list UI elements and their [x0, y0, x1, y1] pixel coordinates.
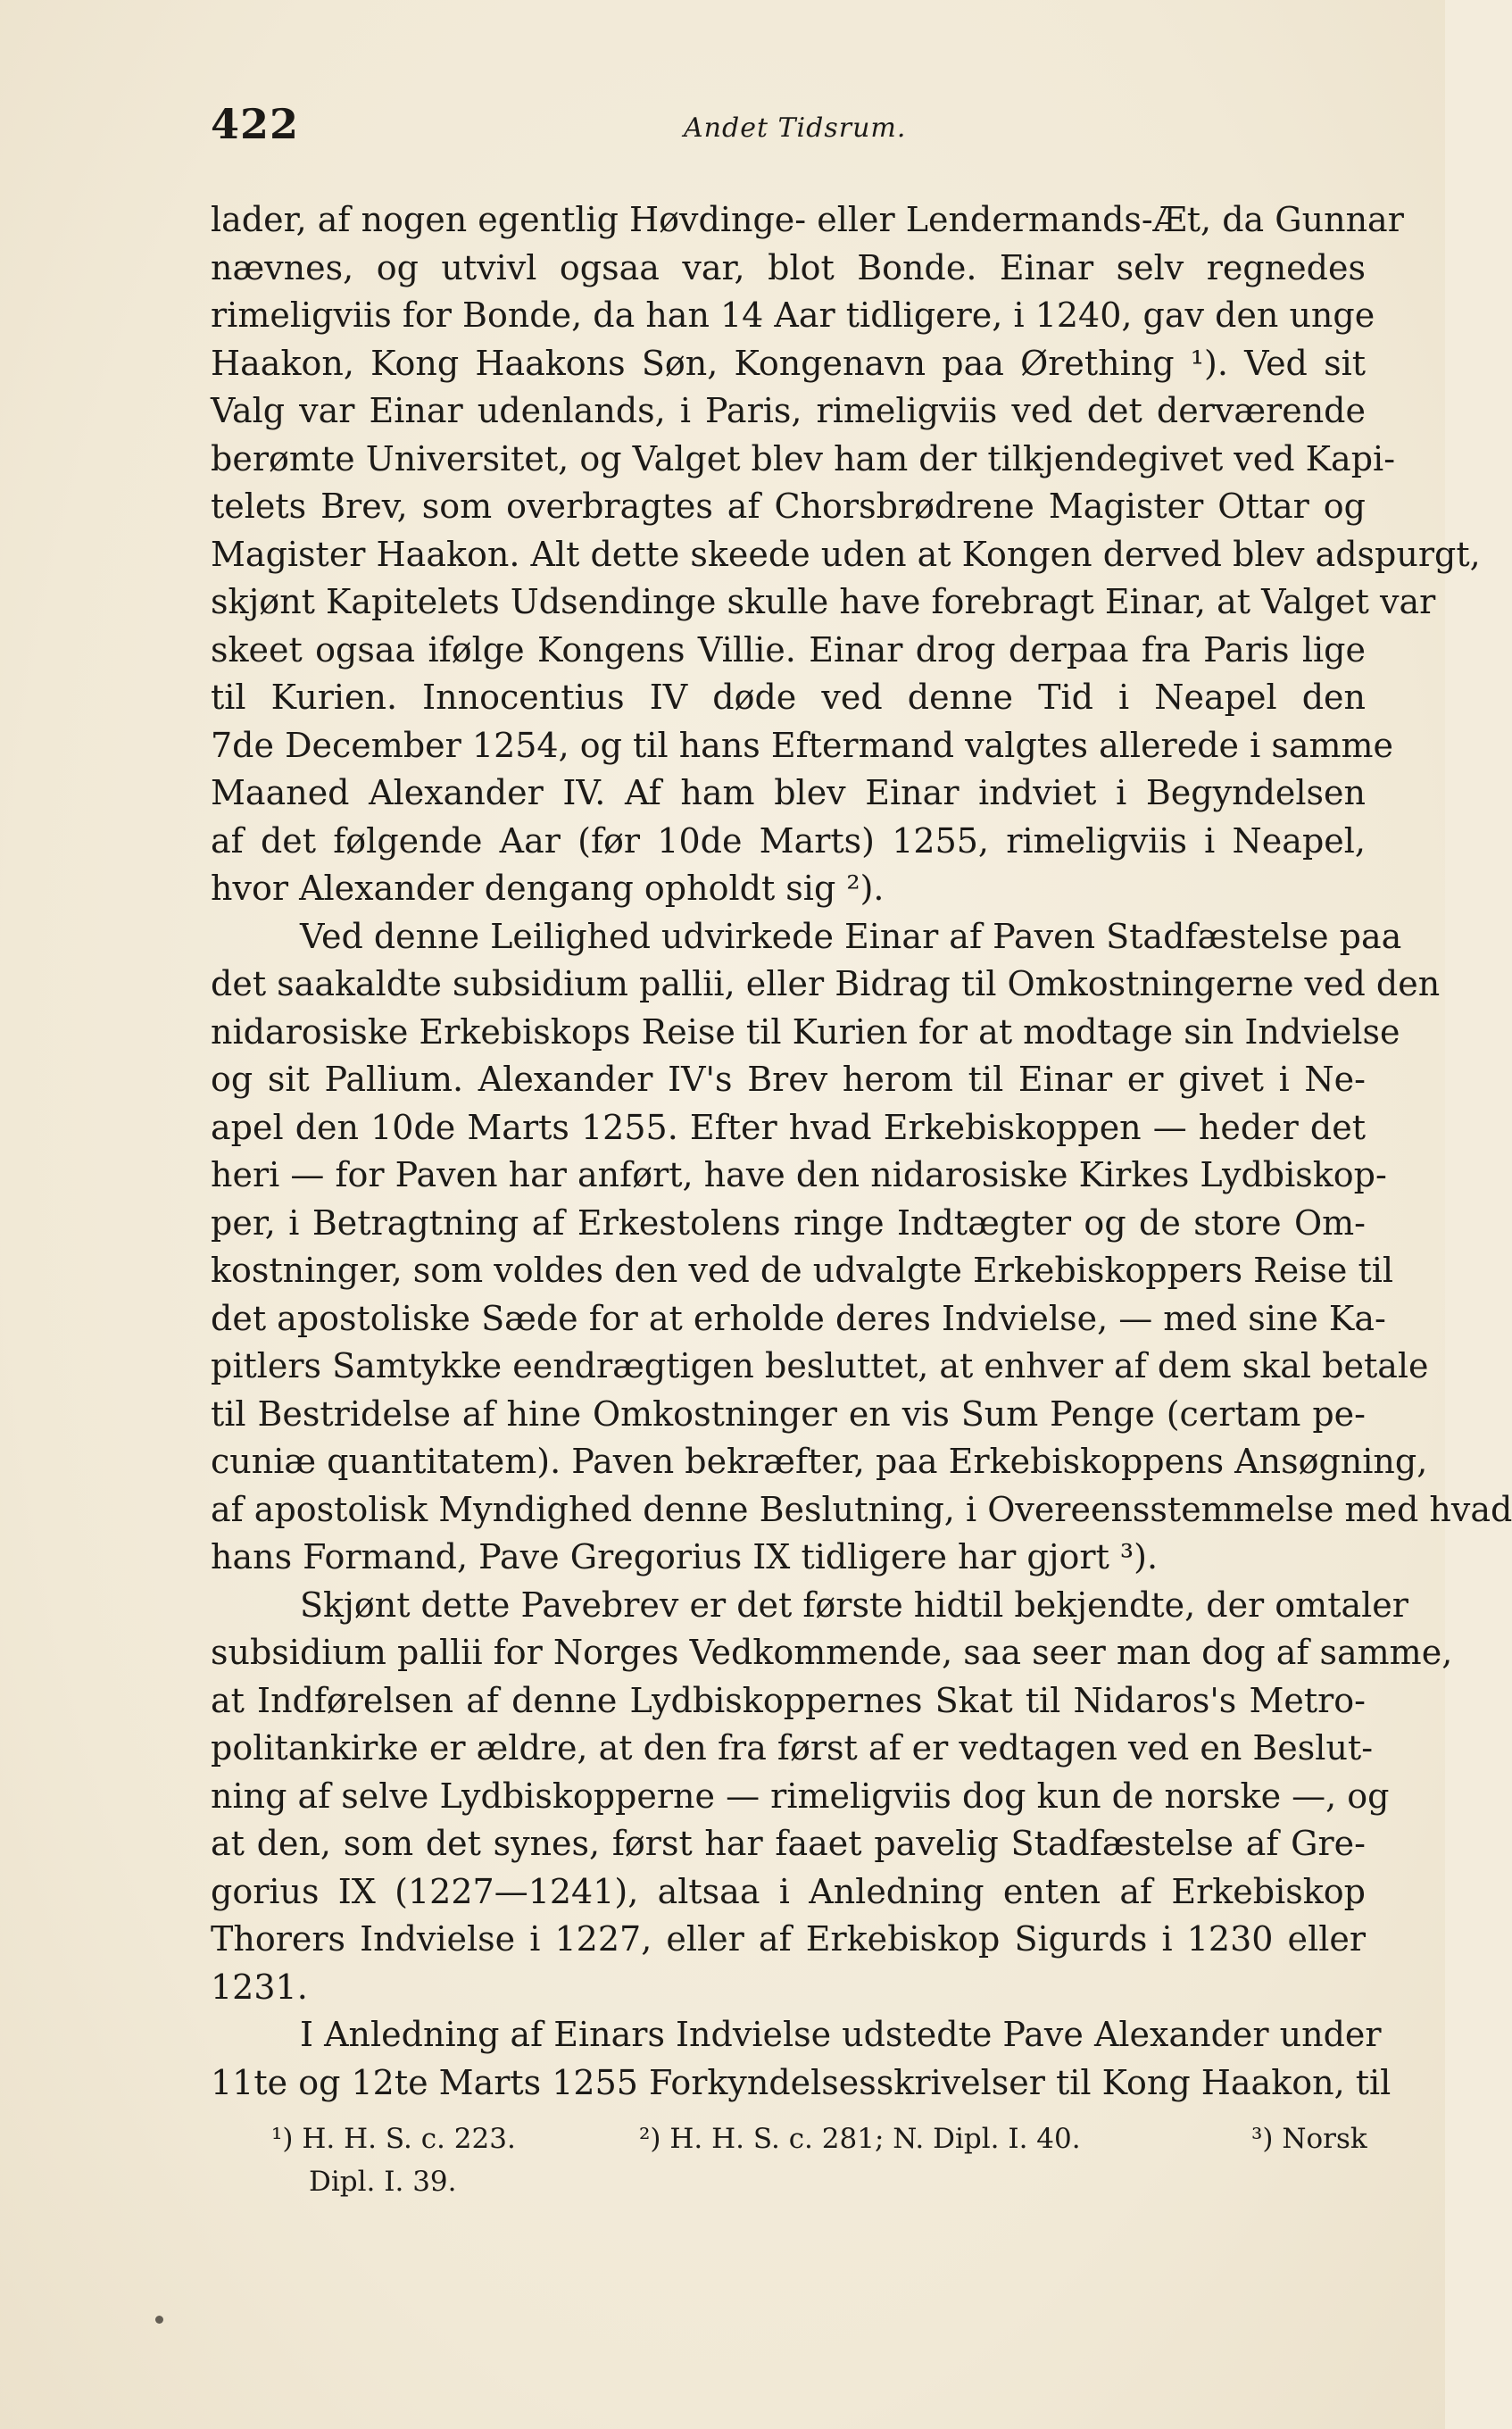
page-number: 422 — [211, 100, 300, 148]
text-line: af det følgende Aar (før 10de Marts) 1255, rimeligviis i Neapel, — [211, 820, 1366, 861]
text-line: Ved denne Leilighed udvirkede Einar af Paven Stadfæstelse paa — [300, 916, 1402, 956]
footnote-3: ³) Norsk — [1251, 2123, 1367, 2155]
text-line: skjønt Kapitelets Udsendinge skulle have forebragt Einar, at Valget var — [211, 582, 1436, 621]
text-line: Magister Haakon. Alt dette skeede uden at Kongen derved blev adspurgt, — [211, 534, 1481, 574]
text-line: 1231. — [211, 1967, 308, 2007]
text-line: kostninger, som voldes den ved de udvalgte Erkebiskoppers Reise til — [211, 1251, 1394, 1290]
text-line: hvor Alexander dengang opholdt sig ²). — [211, 869, 885, 908]
text-line: af apostolisk Myndighed denne Beslutning, i Overeensstemmelse med hvad — [211, 1489, 1512, 1529]
text-line: 11te og 12te Marts 1255 Forkyndelsesskrivelser til Kong Haakon, til — [211, 2062, 1392, 2102]
text-line: 7de December 1254, og til hans Eftermand valgtes allerede i samme — [211, 725, 1394, 765]
text-line: I Anledning af Einars Indvielse udstedte Pave Alexander under — [300, 2015, 1382, 2054]
text-line: hans Formand, Pave Gregorius IX tidligere har gjort ³). — [211, 1537, 1159, 1576]
text-line: nidarosiske Erkebiskops Reise til Kurien for at modtage sin Indvielse — [211, 1011, 1400, 1052]
text-line: gorius IX (1227—1241), altsaa i Anledning enten af Erkebiskop — [211, 1871, 1366, 1911]
footnote-2: ²) H. H. S. c. 281; N. Dipl. I. 40. — [639, 2123, 1081, 2155]
page-header — [211, 100, 1362, 154]
text-line: til Kurien. Innocentius IV døde ved denne Tid i Neapel den — [211, 678, 1366, 717]
text-line: og sit Pallium. Alexander IV's Brev herom til Einar er givet i Ne- — [211, 1060, 1366, 1099]
footnote-line — [211, 2117, 1366, 2160]
text-line: Skjønt dette Pavebrev er det første hidtil bekjendte, der omtaler — [300, 1585, 1408, 1625]
text-line: Valg var Einar udenlands, i Paris, rimeligviis ved det derværende — [211, 391, 1366, 430]
text-line: politankirke er ældre, at den fra først af er vedtagen ved en Beslut- — [211, 1728, 1374, 1768]
text-line: lader, af nogen egentlig Høvdinge- eller Lendermands-Æt, da Gunnar — [211, 200, 1404, 239]
text-line: skeet ogsaa ifølge Kongens Villie. Einar drog derpaa fra Paris lige — [211, 629, 1366, 670]
text-line: Haakon, Kong Haakons Søn, Kongenavn paa Ørething ¹). Ved sit — [211, 343, 1366, 383]
text-line: til Bestridelse af hine Omkostninger en vis Sum Penge (certam pe- — [211, 1393, 1366, 1434]
text-line: cuniæ quantitatem). Paven bekræfter, paa Erkebiskoppens Ansøgning, — [211, 1442, 1428, 1481]
text-line: det saakaldte subsidium pallii, eller Bidrag til Omkostningerne ved den — [211, 964, 1441, 1003]
text-line: ning af selve Lydbiskopperne — rimeligviis dog kun de norske —, og — [211, 1776, 1390, 1816]
text-line: per, i Betragtning af Erkestolens ringe Indtægter og de store Om- — [211, 1202, 1366, 1243]
text-line: subsidium pallii for Norges Vedkommende, saa seer man dog af samme, — [211, 1633, 1453, 1672]
text-line: berømte Universitet, og Valget blev ham der tilkjendegivet ved Kapi- — [211, 438, 1396, 478]
text-line: at Indførelsen af denne Lydbiskoppernes Skat til Nidaros's Metro- — [211, 1680, 1366, 1720]
text-line: telets Brev, som overbragtes af Chorsbrødrene Magister Ottar og — [211, 487, 1366, 526]
text-line: det apostoliske Sæde for at erholde deres Indvielse, — med sine Ka- — [211, 1298, 1386, 1338]
text-line: pitlers Samtykke eendrægtigen besluttet, at enhver af dem skal betale — [211, 1346, 1429, 1385]
footnotes — [211, 2117, 1366, 2203]
text-line: rimeligviis for Bonde, da han 14 Aar tidligere, i 1240, gav den unge — [211, 295, 1375, 335]
text-line: apel den 10de Marts 1255. Efter hvad Erkebiskoppen — heder det — [211, 1107, 1366, 1147]
footnote-3-continuation: Dipl. I. 39. — [309, 2166, 457, 2198]
text-line: heri — for Paven har anført, have den nidarosiske Kirkes Lydbiskop- — [211, 1155, 1387, 1194]
text-line: nævnes, og utvivl ogsaa var, blot Bonde. Einar selv regnedes — [211, 247, 1366, 287]
footnote-1: ¹) H. H. S. c. 223. — [271, 2123, 516, 2155]
text-line: Thorers Indvielse i 1227, eller af Erkebiskop Sigurds i 1230 eller — [211, 1919, 1366, 1959]
ink-speck — [155, 2316, 163, 2324]
running-head: Andet Tidsrum. — [684, 112, 907, 144]
text-line: Maaned Alexander IV. Af ham blev Einar indviet i Begyndelsen — [211, 773, 1366, 812]
text-line: at den, som det synes, først har faaet pavelig Stadfæstelse af Gre- — [211, 1824, 1366, 1863]
body-text — [211, 196, 1512, 2107]
